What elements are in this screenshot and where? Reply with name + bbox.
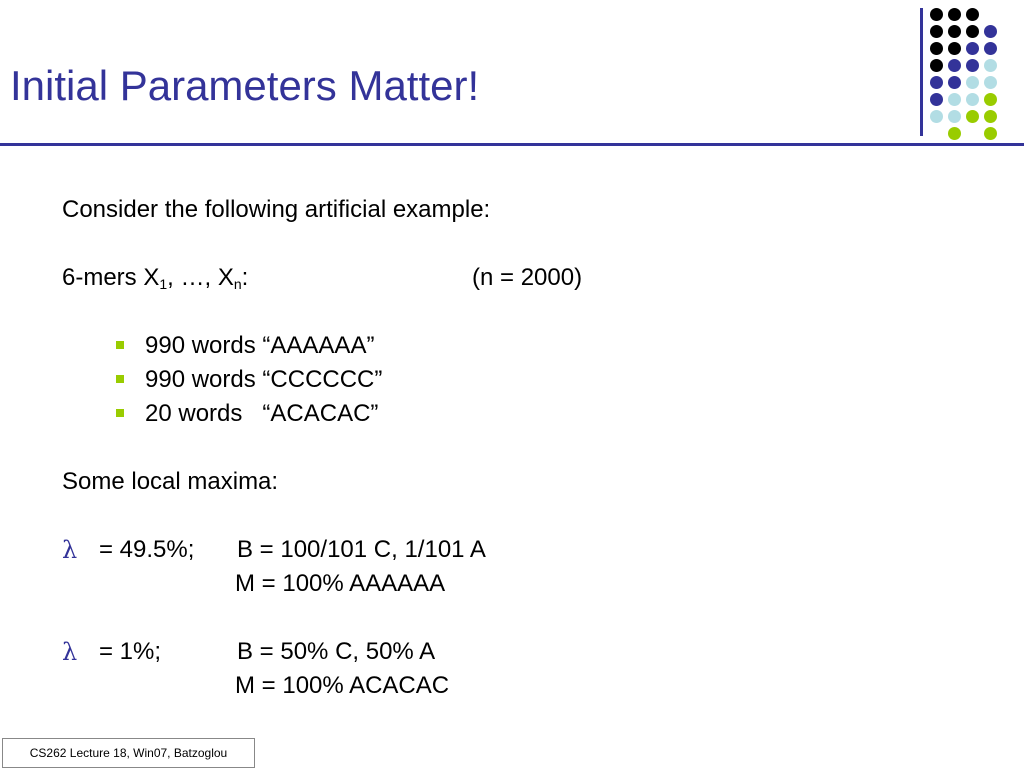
bullet-word: “CCCCCC” [262, 366, 383, 393]
decor-dot [930, 76, 943, 89]
decor-dot [966, 25, 979, 38]
mers-suffix: : [241, 264, 249, 291]
decor-dot [966, 8, 979, 21]
decor-dot [984, 59, 997, 72]
decor-dot [948, 93, 961, 106]
lambda-symbol: λ [62, 536, 78, 564]
intro-text: Consider the following artificial example: [62, 196, 491, 223]
decor-dot [984, 127, 997, 140]
n-note: (n = 2000) [472, 264, 583, 291]
mers-middle: , …, X [167, 264, 234, 291]
decor-dot [966, 110, 979, 123]
decor-dot [966, 93, 979, 106]
title-divider [0, 143, 1024, 146]
maximum-m-value: M = 100% ACACAC [235, 672, 450, 699]
decor-dot [948, 59, 961, 72]
decor-dot [984, 93, 997, 106]
decor-dot [948, 76, 961, 89]
decor-dot [984, 42, 997, 55]
maxima-heading: Some local maxima: [62, 468, 279, 495]
bullet-word: “ACACAC” [262, 400, 379, 427]
decor-dot [966, 59, 979, 72]
decor-dot [930, 93, 943, 106]
bullet-square-icon [116, 409, 124, 417]
decor-dot [948, 127, 961, 140]
lambda-symbol: λ [62, 638, 78, 666]
slide-title: Initial Parameters Matter! [10, 62, 480, 109]
decor-dot [930, 42, 943, 55]
decor-dot [948, 8, 961, 21]
bullet-item [145, 366, 382, 394]
maximum-m-value: M = 100% AAAAAA [235, 570, 446, 597]
bullet-square-icon [116, 375, 124, 383]
decor-dot [930, 8, 943, 21]
decor-dot [966, 42, 979, 55]
maximum-lambda-value: = 49.5%; [99, 536, 195, 563]
decor-dot [984, 110, 997, 123]
decor-dot [984, 25, 997, 38]
bullet-word: “AAAAAA” [262, 332, 375, 359]
decor-dot [948, 110, 961, 123]
mers-sub-n: n [233, 276, 242, 292]
bullet-count: 20 words [145, 400, 243, 427]
decor-dot [948, 25, 961, 38]
mers-line [62, 264, 248, 298]
maximum-b-value: B = 50% C, 50% A [237, 638, 436, 665]
decor-dot [984, 76, 997, 89]
bullet-item [145, 332, 374, 360]
decor-dot [930, 25, 943, 38]
bullet-count: 990 words [145, 366, 256, 393]
maximum-lambda-value: = 1%; [99, 638, 162, 665]
bullet-count: 990 words [145, 332, 256, 359]
decor-dot [966, 76, 979, 89]
mers-prefix: 6-mers X [62, 264, 160, 291]
decor-vertical-line [920, 8, 923, 136]
maximum-b-value: B = 100/101 C, 1/101 A [237, 536, 486, 563]
decor-dot [930, 59, 943, 72]
bullet-square-icon [116, 341, 124, 349]
bullet-item [145, 400, 378, 428]
decor-dot [930, 110, 943, 123]
decor-dot [948, 42, 961, 55]
slide-footer: CS262 Lecture 18, Win07, Batzoglou [2, 738, 255, 768]
mers-sub-1: 1 [159, 276, 168, 292]
